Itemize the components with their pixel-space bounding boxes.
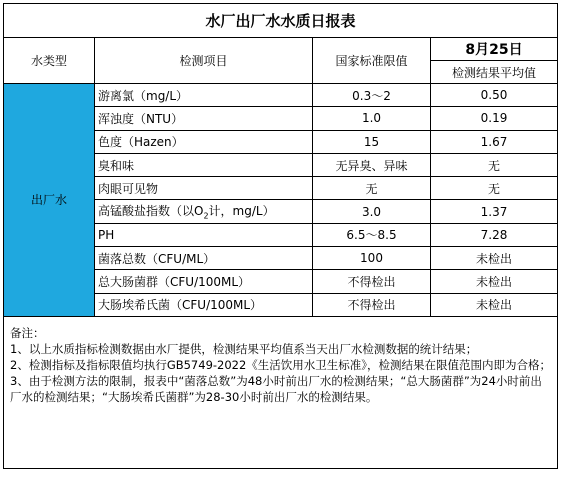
result-cell: 0.19	[431, 107, 558, 130]
category-cell: 出厂水	[4, 84, 95, 317]
limit-cell: 无异臭、异味	[313, 153, 431, 176]
report-title: 水厂出厂水水质日报表	[4, 4, 558, 38]
limit-cell: 1.0	[313, 107, 431, 130]
header-date: 8月25日	[431, 38, 558, 61]
limit-cell: 6.5～8.5	[313, 223, 431, 246]
notes-heading: 备注：	[10, 325, 45, 340]
item-cell: 菌落总数（CFU/ML）	[95, 247, 313, 270]
limit-cell: 3.0	[313, 200, 431, 223]
limit-cell: 15	[313, 130, 431, 153]
note-line: 3、由于检测方法的限制，报表中“菌落总数”为48小时前出厂水的检测结果；“总大肠菌群”为24小时前出厂水的检测结果；“大肠埃希氏菌群”为28-30小时前出厂水的检测结果。	[10, 373, 542, 404]
header-water-type: 水类型	[4, 38, 95, 84]
item-cell: PH	[95, 223, 313, 246]
item-cell	[95, 200, 313, 223]
item-cell: 总大肠菌群（CFU/100ML）	[95, 270, 313, 293]
item-cell: 游离氯（mg/L）	[95, 84, 313, 107]
notes-section	[4, 316, 558, 468]
limit-cell: 无	[313, 177, 431, 200]
item-cell: 色度（Hazen）	[95, 130, 313, 153]
table-row	[4, 84, 558, 107]
item-cell: 臭和味	[95, 153, 313, 176]
item-cell: 大肠埃希氏菌（CFU/100ML）	[95, 293, 313, 316]
item-cell: 浑浊度（NTU）	[95, 107, 313, 130]
item-subscript: 2	[203, 211, 209, 221]
item-cell: 肉眼可见物	[95, 177, 313, 200]
header-national-limit: 国家标准限值	[313, 38, 431, 84]
result-cell: 1.37	[431, 200, 558, 223]
item-text-suffix: 计，mg/L）	[208, 204, 275, 219]
result-cell: 未检出	[431, 247, 558, 270]
limit-cell: 100	[313, 247, 431, 270]
result-cell: 未检出	[431, 270, 558, 293]
result-cell: 未检出	[431, 293, 558, 316]
limit-cell: 不得检出	[313, 270, 431, 293]
result-cell: 无	[431, 153, 558, 176]
result-cell: 无	[431, 177, 558, 200]
result-cell: 1.67	[431, 130, 558, 153]
water-quality-report-table	[3, 3, 558, 469]
note-line: 2、检测指标及指标限值均执行GB5749-2022《生活饮用水卫生标准》，检测结果在限值范围内即为合格；	[10, 357, 552, 372]
header-result-average: 检测结果平均值	[431, 61, 558, 84]
result-cell: 7.28	[431, 223, 558, 246]
item-text-prefix: 高锰酸盐指数（以O	[98, 204, 204, 219]
limit-cell: 0.3～2	[313, 84, 431, 107]
header-test-item: 检测项目	[95, 38, 313, 84]
limit-cell: 不得检出	[313, 293, 431, 316]
note-line: 1、以上水质指标检测数据由水厂提供，检测结果平均值系当天出厂水检测数据的统计结果；	[10, 341, 478, 356]
result-cell: 0.50	[431, 84, 558, 107]
